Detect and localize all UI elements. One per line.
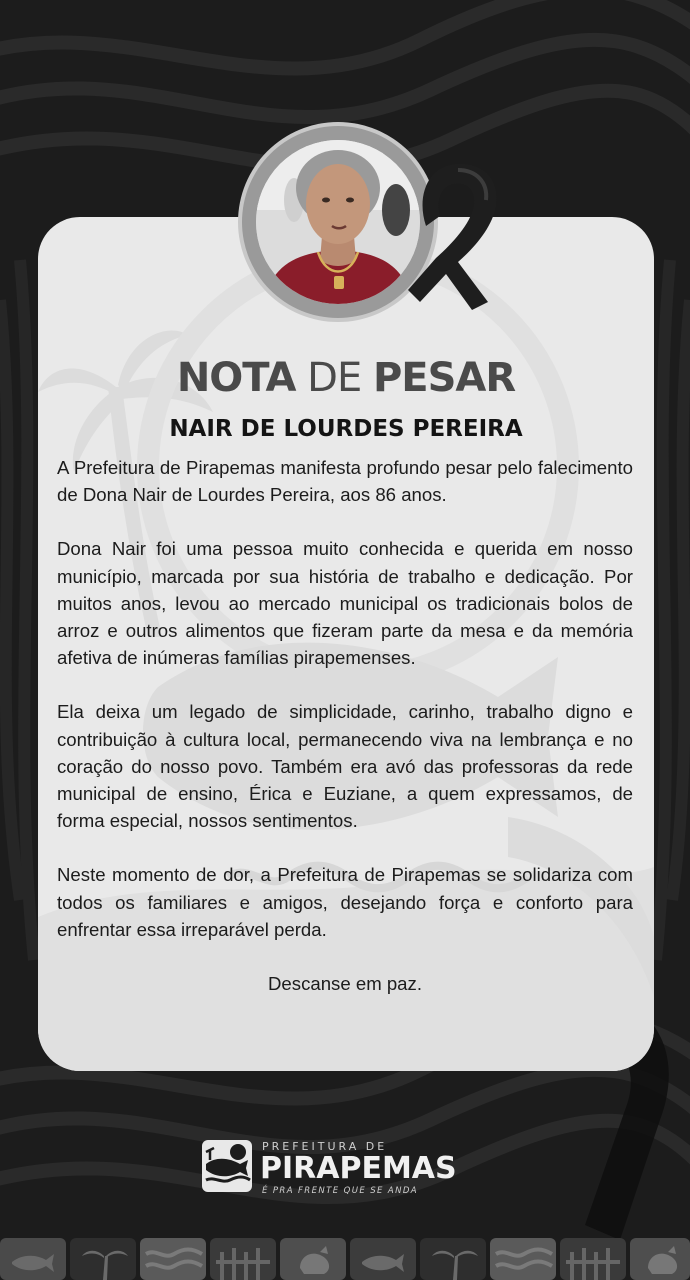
tile-5-bird-icon bbox=[280, 1238, 346, 1280]
mourning-ribbon-icon bbox=[396, 156, 506, 312]
municipality-logo bbox=[200, 1134, 500, 1204]
logo-emblem-icon bbox=[200, 1136, 254, 1196]
paragraph-4: Neste momento de dor, a Prefeitura de Pirapemas se solidariza com todos os familiares e amigos, desejando força e conforto para enfrentar essa irreparável perda. bbox=[57, 864, 633, 940]
tile-3-waves-icon bbox=[140, 1238, 206, 1280]
notice-body bbox=[57, 454, 633, 1024]
tile-9-fence-icon bbox=[560, 1238, 626, 1280]
tile-8-waves-icon bbox=[490, 1238, 556, 1280]
logo-prefix: PREFEITURA DE bbox=[262, 1140, 388, 1153]
tile-7-palm-tree-icon bbox=[420, 1238, 486, 1280]
logo-wordmark: PIRAPEMAS bbox=[260, 1151, 457, 1186]
tile-10-bird-icon bbox=[630, 1238, 690, 1280]
closing-line: Descanse em paz. bbox=[268, 973, 422, 995]
logo-slogan: É PRA FRENTE QUE SE ANDA bbox=[262, 1186, 418, 1196]
headline-word-de: DE bbox=[295, 355, 373, 401]
page-title bbox=[38, 352, 654, 404]
headline-word-nota: NOTA bbox=[176, 355, 296, 401]
tile-4-fence-icon bbox=[210, 1238, 276, 1280]
paragraph-2: Dona Nair foi uma pessoa muito conhecida e querida em nosso município, marcada por sua história de trabalho e dedicação. Por muitos anos, levou ao mercado municipal os tradicionais bolos de arroz e outros alimentos que fizeram parte da mesa e da memória afetiva de inúmeras famílias pirapemenses. bbox=[57, 538, 633, 669]
paragraph-1: A Prefeitura de Pirapemas manifesta profundo pesar pelo falecimento de Dona Nair de Lourdes Pereira, aos 86 anos. bbox=[57, 457, 633, 506]
bottom-tile-strip bbox=[0, 1238, 690, 1280]
headline-word-pesar: PESAR bbox=[372, 355, 516, 401]
tile-2-palm-tree-icon bbox=[70, 1238, 136, 1280]
tile-6-fish-icon bbox=[350, 1238, 416, 1280]
deceased-name: NAIR DE LOURDES PEREIRA bbox=[169, 416, 523, 442]
tile-1-fish-icon bbox=[0, 1238, 66, 1280]
paragraph-3: Ela deixa um legado de simplicidade, carinho, trabalho digno e contribuição à cultura local, permanecendo viva na lembrança e no coração do nosso povo. Também era avó das professoras da rede municipal de ensino, Érica e Euziane, a quem expressamos, de forma especial, nossos sentimentos. bbox=[57, 701, 633, 832]
